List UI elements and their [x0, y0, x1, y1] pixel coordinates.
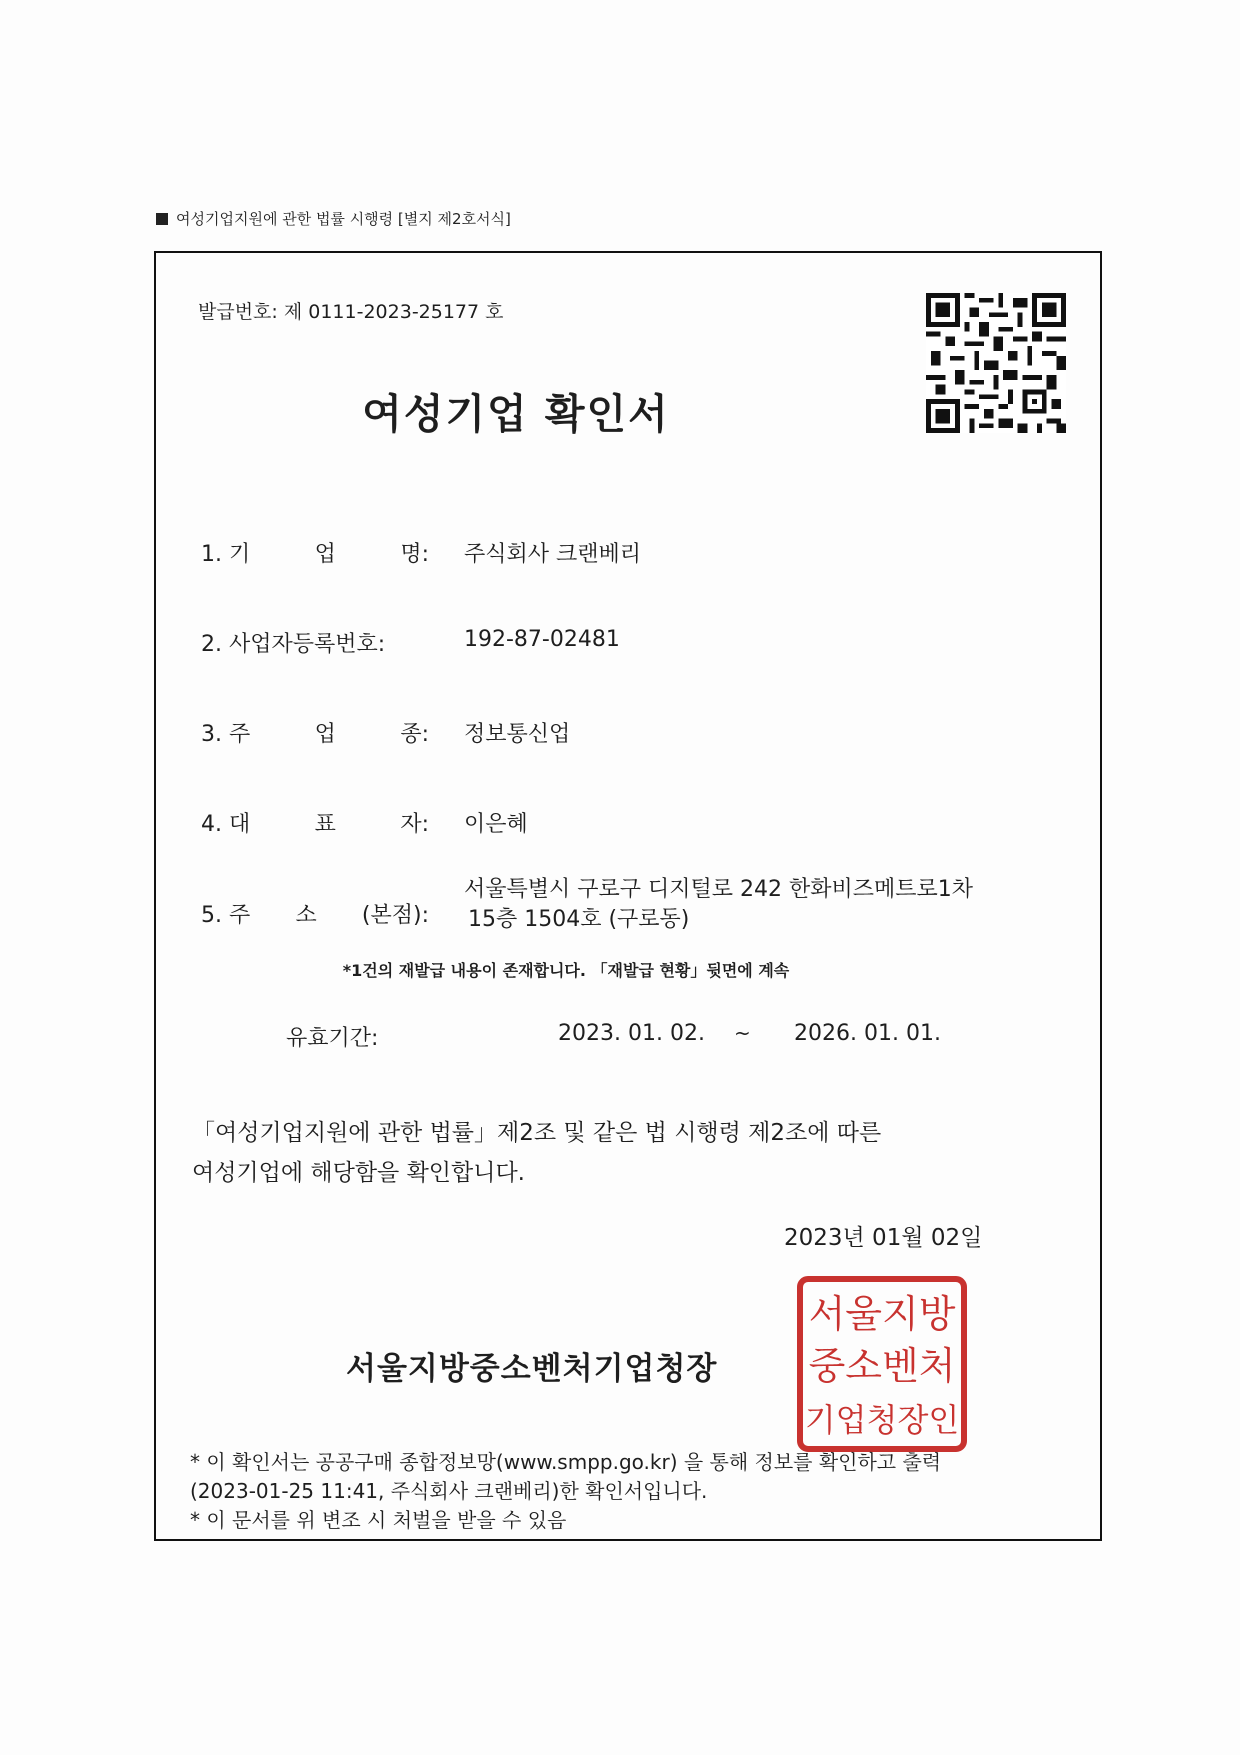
- field-value: 서울특별시 구로구 디지털로 242 한화비즈메트로1차: [464, 877, 974, 902]
- field-label: 사업자등록번호:: [229, 632, 386, 657]
- validity-label: 유효기간:: [286, 1026, 379, 1051]
- field-address: [201, 877, 974, 932]
- field-number: 4.: [201, 812, 222, 837]
- form-reference: [156, 208, 511, 229]
- field-value: 이은혜: [464, 812, 528, 837]
- field-number: 2.: [201, 632, 222, 657]
- field-label: 주 소 (본점):: [229, 903, 429, 928]
- note-line: (2023-01-25 11:41, 주식회사 크랜베리)한 확인서입니다.: [190, 1479, 708, 1503]
- issue-number: 발급번호: 제 0111-2023-25177 호: [198, 301, 504, 323]
- reissue-note: *1건의 재발급 내용이 존재합니다. 「재발급 현황」뒷면에 계속: [342, 961, 790, 980]
- field-company-name: [201, 537, 642, 568]
- field-main-industry: [201, 717, 571, 748]
- note-line: * 이 문서를 위 변조 시 처벌을 받을 수 있음: [190, 1508, 567, 1532]
- field-value: 192-87-02481: [464, 627, 620, 652]
- field-representative: [201, 807, 528, 838]
- field-value: 주식회사 크랜베리: [464, 542, 642, 567]
- qr-code-icon[interactable]: [926, 293, 1066, 433]
- validity-to: 2026. 01. 01.: [794, 1021, 941, 1046]
- field-business-reg-no: [201, 627, 620, 658]
- field-label: 주 업 종:: [229, 722, 429, 747]
- issuer-name: 서울지방중소벤처기업청장: [346, 1351, 718, 1387]
- seal-line: 서울지방: [808, 1292, 956, 1336]
- field-number: 3.: [201, 722, 222, 747]
- square-bullet-icon: [156, 213, 168, 225]
- field-number: 1.: [201, 542, 222, 567]
- seal-line: 중소벤처: [808, 1344, 956, 1388]
- form-reference-text: 여성기업지원에 관한 법률 시행령 [별지 제2호서식]: [176, 210, 511, 228]
- note-line: * 이 확인서는 공공구매 종합정보망(www.smpp.go.kr) 을 통해 정보를 확인하고 출력: [190, 1450, 942, 1474]
- statement-line: 「여성기업지원에 관한 법률」제2조 및 같은 법 시행령 제2조에 따른: [192, 1120, 882, 1146]
- document-title: 여성기업 확인서: [362, 390, 670, 438]
- issue-date: 2023년 01월 02일: [784, 1225, 983, 1251]
- field-number: 5.: [201, 903, 222, 928]
- validity-separator: ~: [734, 1021, 751, 1045]
- footer-notes: [190, 1448, 1090, 1535]
- official-seal: [796, 1275, 968, 1453]
- field-value: 정보통신업: [464, 722, 571, 747]
- field-label: 대 표 자:: [229, 812, 429, 837]
- validity-from: 2023. 01. 02.: [558, 1021, 705, 1046]
- field-value-line2: 15층 1504호 (구로동): [468, 907, 690, 932]
- seal-line: 기업청장인: [804, 1401, 960, 1439]
- statement-line: 여성기업에 해당함을 확인합니다.: [192, 1160, 525, 1186]
- certificate-frame: [154, 251, 1102, 1541]
- confirmation-statement: [192, 1113, 972, 1193]
- field-label: 기 업 명:: [229, 542, 429, 567]
